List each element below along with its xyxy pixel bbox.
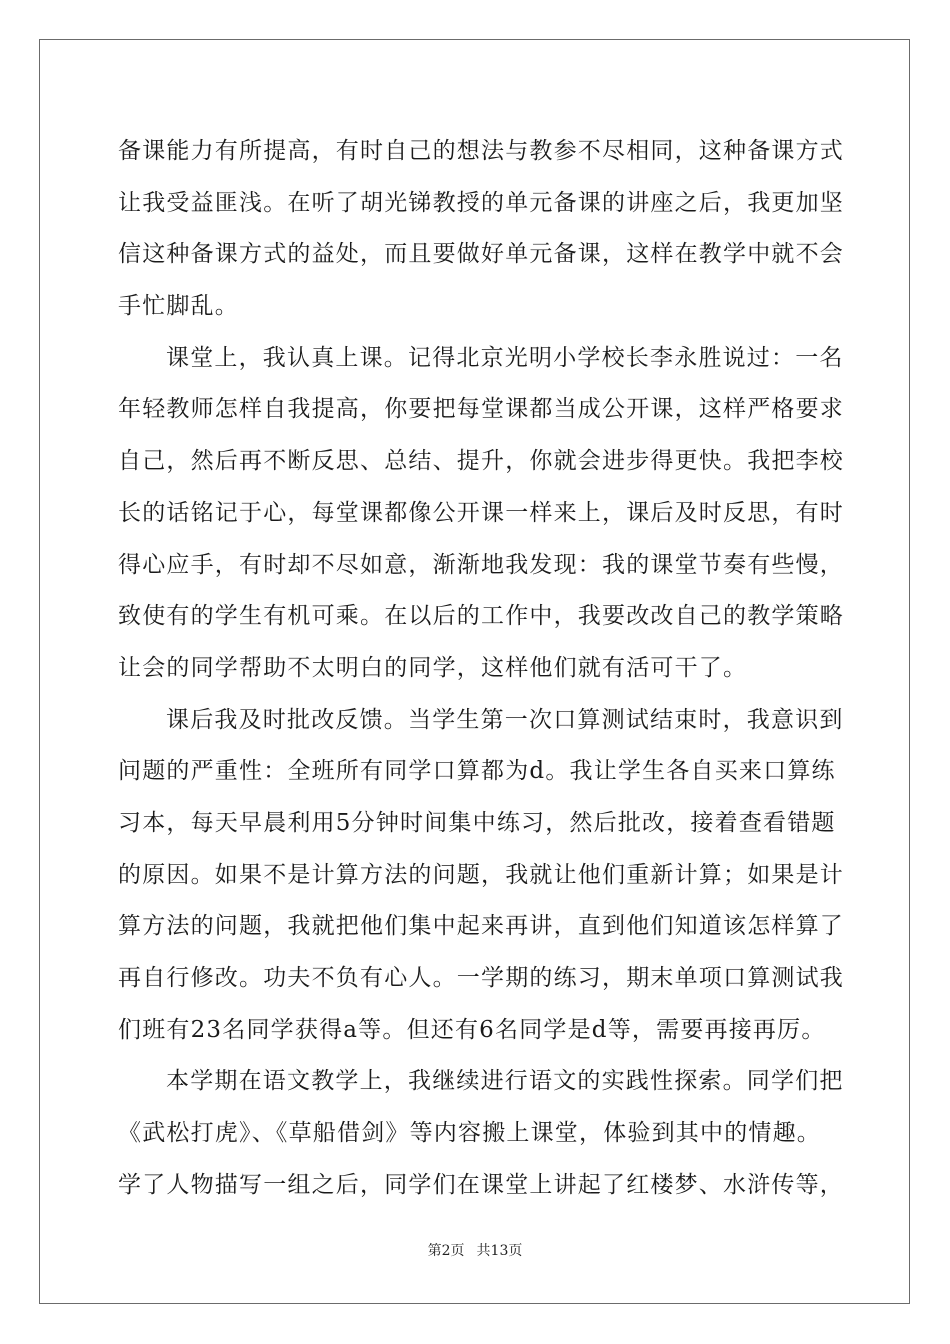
text-line: 问题的严重性：全班所有同学口算都为d。我让学生各自买来口算练: [118, 758, 836, 785]
document-body: [118, 126, 844, 1211]
text-line: 让会的同学帮助不太明白的同学，这样他们就有活可干了。: [118, 654, 748, 681]
text-line: 长的话铭记于心，每堂课都像公开课一样来上，课后及时反思，有时: [118, 499, 844, 526]
text-line: 再自行修改。功夫不负有心人。一学期的练习，期末单项口算测试我: [118, 965, 844, 991]
paragraph-start-line: 课堂上，我认真上课。记得北京光明小学校长李永胜说过：一名: [166, 344, 844, 371]
page-number: 第2页: [427, 1243, 465, 1259]
page-footer: [0, 1240, 950, 1260]
paragraph-start-line: 课后我及时批改反馈。当学生第一次口算测试结束时，我意识到: [166, 706, 844, 733]
text-line: 习本，每天早晨利用5分钟时间集中练习，然后批改，接着查看错题: [118, 809, 836, 836]
text-line: 年轻教师怎样自我提高，你要把每堂课都当成公开课，这样严格要求: [118, 396, 844, 423]
text-line: 自己，然后再不断反思、总结、提升，你就会进步得更快。我把李校: [118, 448, 844, 475]
text-line: 备课能力有所提高，有时自己的想法与教参不尽相同，这种备课方式: [118, 138, 844, 164]
text-line: 算方法的问题，我就把他们集中起来再讲，直到他们知道该怎样算了: [118, 913, 844, 940]
text-line: 得心应手，有时却不尽如意，渐渐地我发现：我的课堂节奏有些慢，: [118, 551, 844, 578]
text-line: 学了人物描写一组之后，同学们在课堂上讲起了红楼梦、水浒传等，: [118, 1171, 844, 1198]
text-line: 信这种备课方式的益处，而且要做好单元备课，这样在教学中就不会: [118, 241, 844, 268]
text-line: 手忙脚乱。: [118, 293, 239, 320]
page-total: 共13页: [476, 1243, 523, 1259]
text-line: 的原因。如果不是计算方法的问题，我就让他们重新计算；如果是计: [118, 861, 844, 888]
text-line: 让我受益匪浅。在听了胡光锑教授的单元备课的讲座之后，我更加坚: [118, 189, 844, 216]
text-line: 《武松打虎》、《草船借剑》等内容搬上课堂，体验到其中的情趣。: [118, 1120, 821, 1147]
paragraph-start-line: 本学期在语文教学上，我继续进行语文的实践性探索。同学们把: [166, 1068, 844, 1095]
text-line: 致使有的学生有机可乘。在以后的工作中，我要改改自己的教学策略: [118, 603, 844, 630]
text-line: 们班有23名同学获得a等。但还有6名同学是d等，需要再接再厉。: [118, 1016, 826, 1043]
